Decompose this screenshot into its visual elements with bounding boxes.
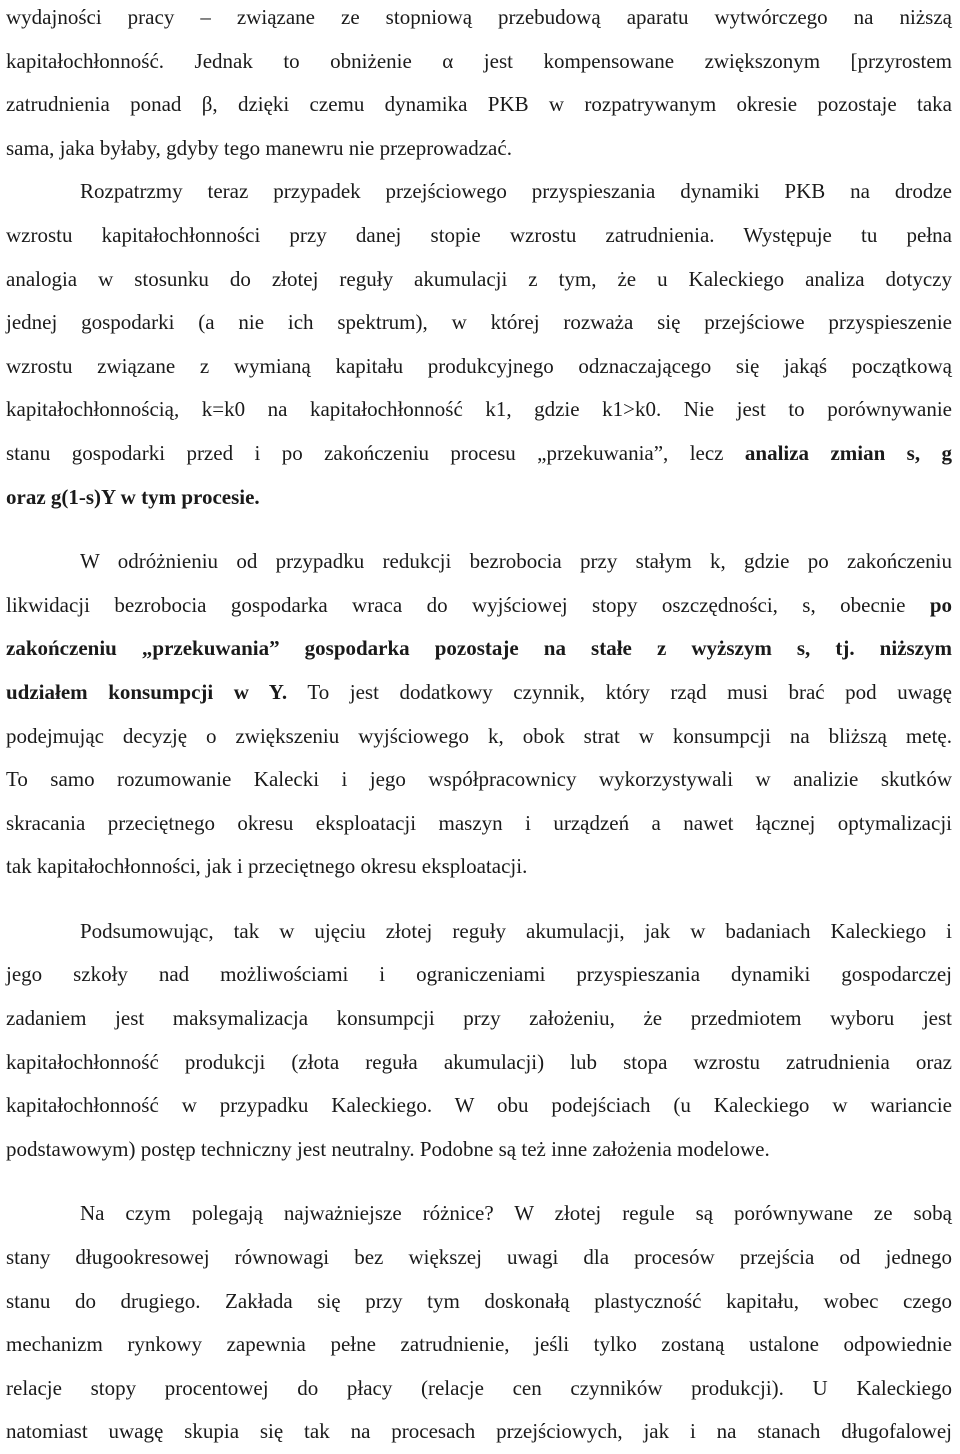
text-run: kapitałochłonność. Jednak to obniżenie α jest kompensowane zwiększonym [przyrostem: [6, 48, 952, 73]
text-line: [6, 802, 952, 846]
text-run: sama, jaka byłaby, gdyby tego manewru nie przeprowadzać.: [6, 135, 512, 160]
text-run: relacje stopy procentowej do płacy (relacje cen czynników produkcji). U Kaleckiego: [6, 1375, 952, 1400]
text-line: [6, 671, 952, 715]
text-line: [6, 83, 952, 127]
text-line: [6, 715, 952, 759]
text-run: To jest dodatkowy czynnik, który rząd musi brać pod uwagę: [287, 679, 952, 704]
text-run: kapitałochłonność produkcji (złota reguła akumulacji) lub stopa wzrostu zatrudnienia oraz: [6, 1049, 952, 1074]
text-line: [6, 1280, 952, 1324]
text-run: likwidacji bezrobocia gospodarka wraca do wyjściowej stopy oszczędności, s, obecnie: [6, 592, 930, 617]
text-run: kapitałochłonnością, k=k0 na kapitałochłonność k1, gdzie k1>k0. Nie jest to porównywanie: [6, 397, 952, 422]
text-line: [6, 301, 952, 345]
text-line: [6, 0, 952, 40]
paragraph: [6, 910, 952, 1172]
text-run: skracania przeciętnego okresu eksploatacji maszyn i urządzeń a nawet łącznej optymalizacji: [6, 810, 952, 835]
text-run: tak kapitałochłonności, jak i przeciętnego okresu eksploatacji.: [6, 854, 528, 879]
text-run: analogia w stosunku do złotej reguły akumulacji z tym, że u Kaleckiego analiza dotyczy: [6, 266, 952, 291]
text-line: [6, 1084, 952, 1128]
text-line: [6, 1410, 952, 1454]
text-run: Podsumowując, tak w ujęciu złotej reguły akumulacji, jak w badaniach Kaleckiego i: [80, 918, 952, 943]
text-line: [6, 476, 952, 520]
text-line: [6, 910, 952, 954]
text-line: [6, 1367, 952, 1411]
text-run: podstawowym) postęp techniczny jest neutralny. Podobne są też inne założenia modelowe.: [6, 1136, 770, 1161]
text-run: W odróżnieniu od przypadku redukcji bezrobocia przy stałym k, gdzie po zakończeniu: [80, 549, 952, 574]
text-line: [6, 432, 952, 476]
paragraph: [6, 170, 952, 519]
document-page: [6, 0, 952, 1454]
text-line: [6, 1192, 952, 1236]
text-run: stanu gospodarki przed i po zakończeniu procesu „przekuwania”, lecz: [6, 440, 745, 465]
text-run: wzrostu związane z wymianą kapitału produkcyjnego odznaczającego się jakąś początkową: [6, 353, 952, 378]
text-line: [6, 540, 952, 584]
text-run: wydajności pracy – związane ze stopniową przebudową aparatu wytwórczego na niższą: [6, 5, 952, 29]
text-line: [6, 258, 952, 302]
paragraph: [6, 0, 952, 170]
text-run: To samo rozumowanie Kalecki i jego współpracownicy wykorzystywali w analizie skutków: [6, 767, 952, 792]
bold-text-run: oraz g(1-s)Y w tym procesie.: [6, 484, 260, 509]
bold-text-run: zakończeniu „przekuwania” gospodarka pozostaje na stałe z wyższym s, tj. niższym: [6, 636, 952, 661]
text-line: [6, 1323, 952, 1367]
text-run: kapitałochłonność w przypadku Kaleckiego. W obu podejściach (u Kaleckiego w wariancie: [6, 1093, 952, 1118]
text-run: zadaniem jest maksymalizacja konsumpcji przy założeniu, że przedmiotem wyboru jest: [6, 1006, 952, 1031]
bold-text-run: udziałem konsumpcji w Y.: [6, 679, 288, 704]
text-run: zatrudnienia ponad β, dzięki czemu dynamika PKB w rozpatrywanym okresie pozostaje taka: [6, 92, 952, 117]
text-line: [6, 170, 952, 214]
text-line: [6, 584, 952, 628]
text-line: [6, 758, 952, 802]
text-line: [6, 845, 952, 889]
text-run: jednej gospodarki (a nie ich spektrum), w której rozważa się przejściowe przyspieszenie: [6, 310, 952, 335]
text-run: jego szkoły nad możliwościami i ograniczeniami przyspieszania dynamiki gospodarczej: [6, 962, 952, 987]
text-run: Na czym polegają najważniejsze różnice? W złotej regule są porównywane ze sobą: [80, 1201, 952, 1226]
paragraph: [6, 1192, 952, 1454]
text-run: stany długookresowej równowagi bez większej uwagi dla procesów przejścia od jednego: [6, 1245, 952, 1270]
text-line: [6, 40, 952, 84]
text-line: [6, 1041, 952, 1085]
text-line: [6, 214, 952, 258]
text-run: mechanizm rynkowy zapewnia pełne zatrudnienie, jeśli tylko zostaną ustalone odpowiednie: [6, 1332, 952, 1357]
text-run: stanu do drugiego. Zakłada się przy tym doskonałą plastyczność kapitału, wobec czego: [6, 1288, 952, 1313]
text-run: podejmując decyzję o zwiększeniu wyjściowego k, obok strat w konsumpcji na bliższą metę.: [6, 723, 952, 748]
text-line: [6, 953, 952, 997]
text-line: [6, 388, 952, 432]
bold-text-run: analiza zmian s, g: [744, 440, 952, 465]
text-run: wzrostu kapitałochłonności przy danej stopie wzrostu zatrudnienia. Występuje tu pełna: [6, 222, 952, 247]
text-run: natomiast uwagę skupia się tak na procesach przejściowych, jak i na stanach długofalowej: [6, 1419, 952, 1444]
text-run: Rozpatrzmy teraz przypadek przejściowego przyspieszania dynamiki PKB na drodze: [80, 179, 952, 204]
text-line: [6, 345, 952, 389]
paragraph: [6, 540, 952, 889]
bold-text-run: po: [929, 592, 952, 617]
text-line: [6, 997, 952, 1041]
text-line: [6, 1236, 952, 1280]
text-line: [6, 627, 952, 671]
text-line: [6, 1128, 952, 1172]
text-line: [6, 127, 952, 171]
